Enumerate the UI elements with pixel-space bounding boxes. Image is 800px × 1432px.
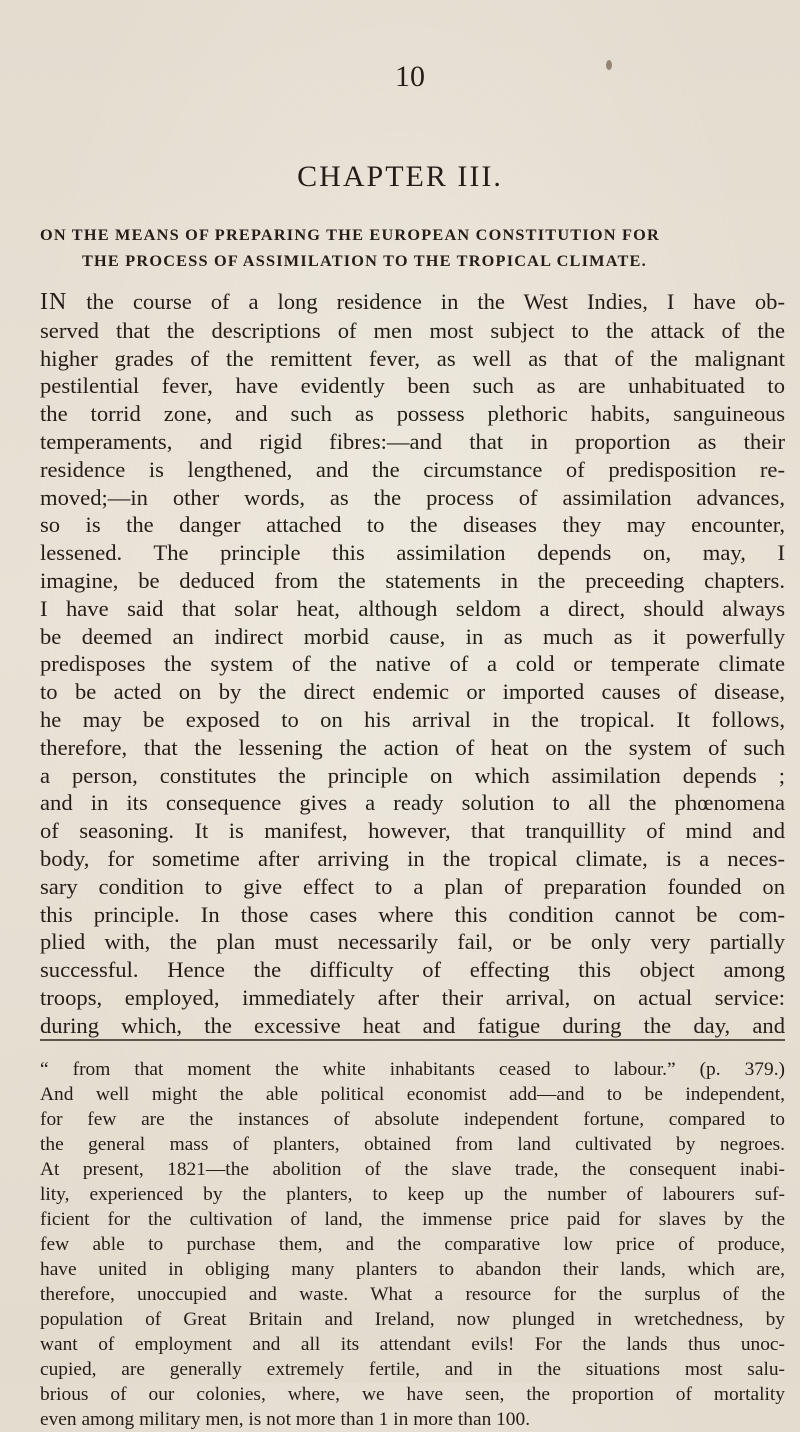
- body-line: therefore, that the lessening the action of heat on the system of such: [40, 734, 785, 760]
- footnote-line: even among military men, is not more than 1 in more than 100.: [40, 1409, 531, 1430]
- body-line: body, for sometime after arriving in the tropical climate, is a neces-: [40, 845, 785, 871]
- ink-stain: [606, 60, 612, 70]
- footnote-divider: [40, 1039, 785, 1041]
- footnote-line: brious of our colonies, where, we have seen, the proportion of mortality: [40, 1384, 785, 1405]
- body-line: higher grades of the remittent fever, as well as that of the malignant: [40, 345, 785, 371]
- body-line: successful. Hence the difficulty of effecting this object among: [40, 957, 785, 983]
- footnote: [40, 1057, 785, 1432]
- footnote-line: for few are the instances of absolute independent fortune, compared to: [40, 1109, 785, 1130]
- footnote-line: population of Great Britain and Ireland, now plunged in wretchedness, by: [40, 1309, 785, 1330]
- body-line: he may be exposed to on his arrival in the tropical. It follows,: [40, 706, 785, 732]
- body-line-text: the course of a long residence in the West Indies, I have ob-: [86, 289, 785, 314]
- body-line: temperaments, and rigid fibres:—and that in proportion as their: [40, 428, 785, 454]
- body-line: sary condition to give effect to a plan of preparation founded on: [40, 873, 785, 899]
- body-line: pestilential fever, have evidently been such as are unhabituated to: [40, 373, 785, 399]
- footnote-line: And well might the able political economist add—and to be independent,: [40, 1084, 785, 1105]
- body-line: I have said that solar heat, although seldom a direct, should always: [40, 595, 785, 621]
- body-line: [40, 288, 785, 317]
- dropcap: IN: [40, 289, 68, 315]
- chapter-title-line: THE PROCESS OF ASSIMILATION TO THE TROPICAL CLIMATE.: [82, 251, 647, 270]
- body-line: of seasoning. It is manifest, however, that tranquillity of mind and: [40, 818, 785, 844]
- footnote-line: “ from that moment the white inhabitants ceased to labour.” (p. 379.): [40, 1059, 785, 1080]
- footnote-line: the general mass of planters, obtained from land cultivated by negroes.: [40, 1134, 785, 1155]
- footnote-line: At present, 1821—the abolition of the slave trade, the consequent inabi-: [40, 1159, 785, 1180]
- body-line: a person, constitutes the principle on which assimilation depends ;: [40, 762, 785, 788]
- chapter-title-line: ON THE MEANS OF PREPARING THE EUROPEAN CONSTITUTION FOR: [40, 225, 660, 244]
- chapter-title: [40, 222, 780, 274]
- body-line: plied with, the plan must necessarily fail, or be only very partially: [40, 929, 785, 955]
- page-number: 10: [395, 60, 425, 93]
- body-text: [40, 288, 785, 1040]
- footnote-line: therefore, unoccupied and waste. What a resource for the surplus of the: [40, 1284, 785, 1305]
- footnote-line: ficient for the cultivation of land, the immense price paid for slaves by the: [40, 1209, 785, 1230]
- body-line: to be acted on by the direct endemic or imported causes of disease,: [40, 679, 785, 705]
- body-line: residence is lengthened, and the circumstance of predisposition re-: [40, 456, 785, 482]
- body-line: this principle. In those cases where this condition cannot be com-: [40, 901, 785, 927]
- body-line: during which, the excessive heat and fatigue during the day, and: [40, 1012, 785, 1038]
- body-line: predisposes the system of the native of a cold or temperate climate: [40, 651, 785, 677]
- body-line: imagine, be deduced from the statements in the preceeding chapters.: [40, 567, 785, 593]
- body-line: troops, employed, immediately after their arrival, on actual service:: [40, 984, 785, 1010]
- body-line: served that the descriptions of men most subject to the attack of the: [40, 317, 785, 343]
- footnote-line: lity, experienced by the planters, to keep up the number of labourers suf-: [40, 1184, 785, 1205]
- body-line: be deemed an indirect morbid cause, in as much as it powerfully: [40, 623, 785, 649]
- footnote-line: few able to purchase them, and the comparative low price of produce,: [40, 1234, 785, 1255]
- body-line: so is the danger attached to the diseases they may encounter,: [40, 512, 785, 538]
- footnote-line: have united in obliging many planters to abandon their lands, which are,: [40, 1259, 785, 1280]
- body-line: moved;—in other words, as the process of assimilation advances,: [40, 484, 785, 510]
- footnote-line: want of employment and all its attendant evils! For the lands thus unoc-: [40, 1334, 785, 1355]
- chapter-heading: CHAPTER III.: [297, 160, 503, 193]
- footnote-line: cupied, are generally extremely fertile, and in the situations most salu-: [40, 1359, 785, 1380]
- body-line: the torrid zone, and such as possess plethoric habits, sanguineous: [40, 401, 785, 427]
- body-line: lessened. The principle this assimilation depends on, may, I: [40, 540, 785, 566]
- body-line: and in its consequence gives a ready solution to all the phœnomena: [40, 790, 785, 816]
